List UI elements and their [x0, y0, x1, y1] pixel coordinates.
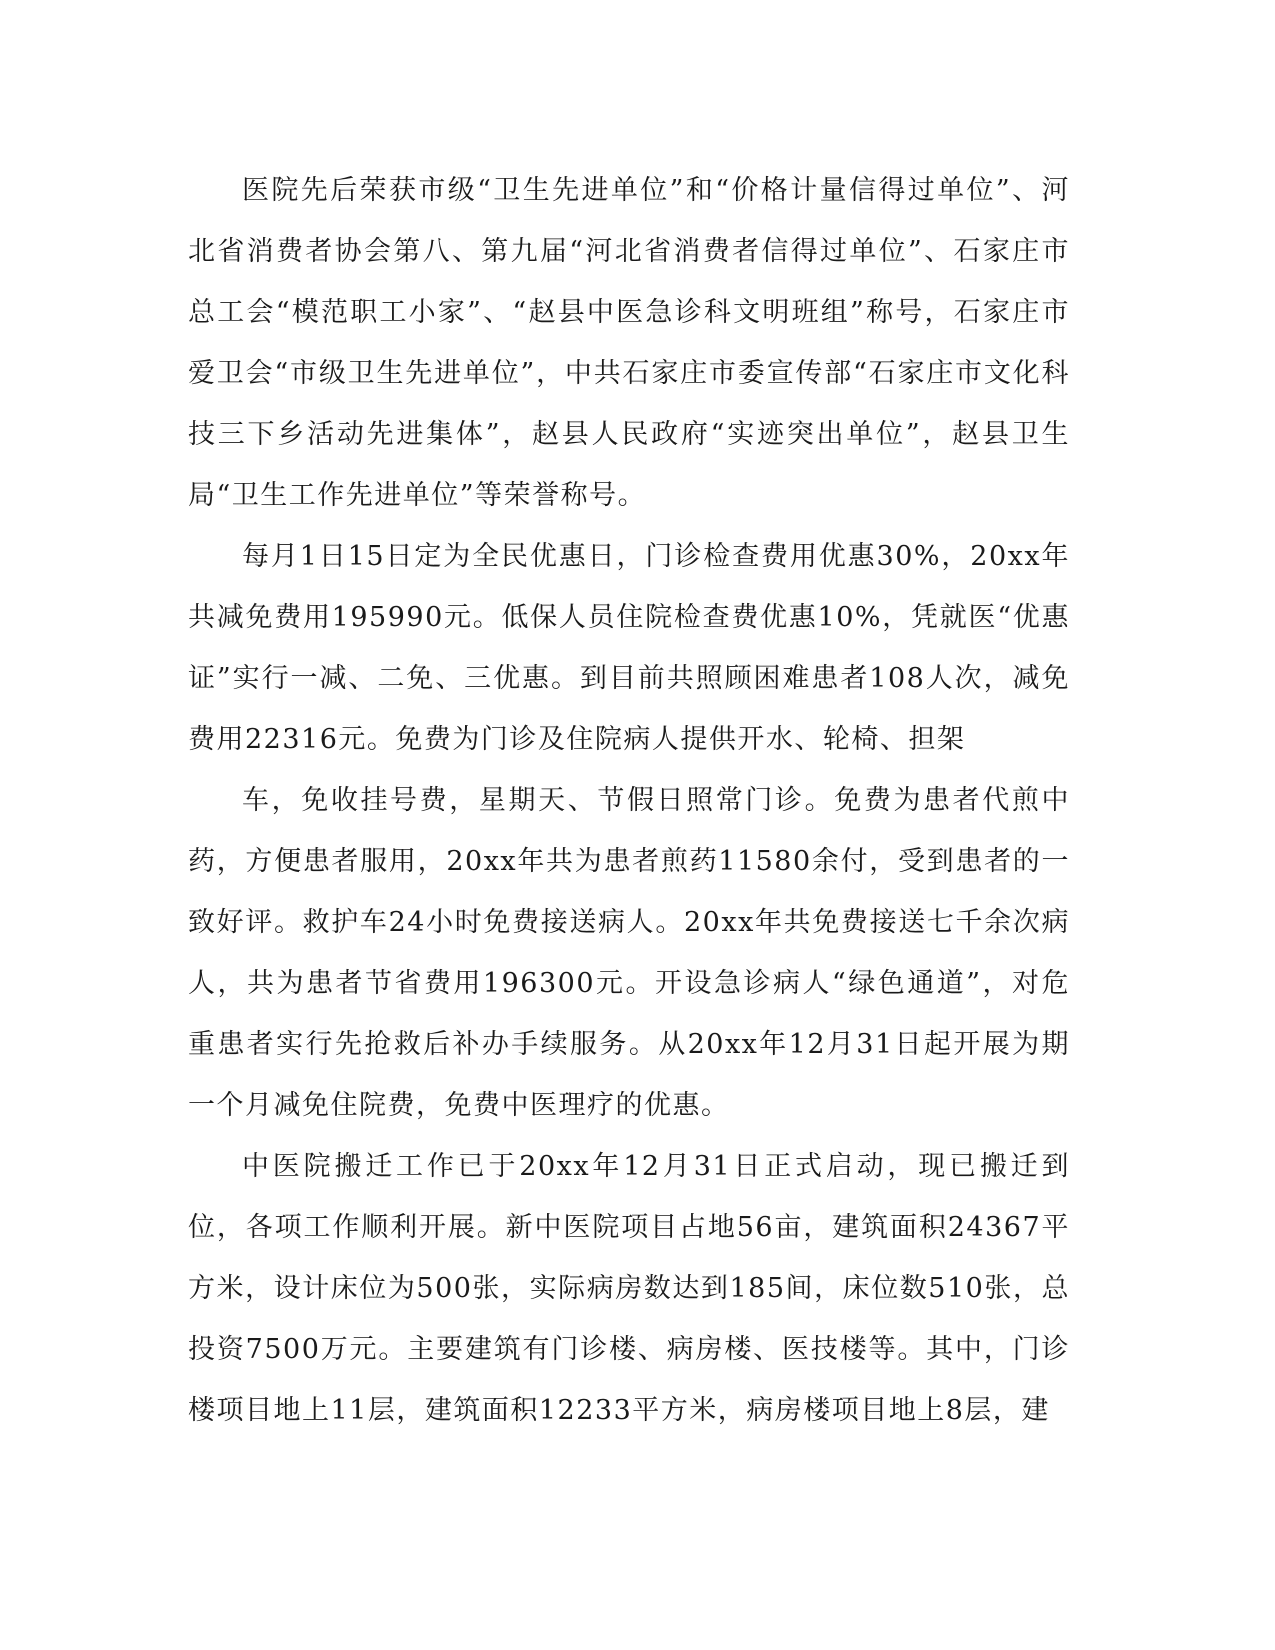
paragraph-discounts: 每月1日15日定为全民优惠日，门诊检查费用优惠30%，20xx年共减免费用195990元。低保人员住院检查费优惠10%，凭就医“优惠证”实行一减、二免、三优惠。到目前共照顾困难患者108人次，减免费用22316元。免费为门诊及住院病人提供开水、轮椅、担架: [188, 541, 1070, 755]
paragraph-honors: 医院先后荣获市级“卫生先进单位”和“价格计量信得过单位”、河北省消费者协会第八、第九届“河北省消费者信得过单位”、石家庄市总工会“模范职工小家”、“赵县中医急诊科文明班组”称号，石家庄市爱卫会“市级卫生先进单位”，中共石家庄市委宣传部“石家庄市文化科技三下乡活动先进集体”，赵县人民政府“实迹突出单位”，赵县卫生局“卫生工作先进单位”等荣誉称号。: [188, 175, 1070, 511]
document-body: [188, 160, 1070, 1441]
paragraph-relocation: 中医院搬迁工作已于20xx年12月31日正式启动，现已搬迁到位，各项工作顺利开展。新中医院项目占地56亩，建筑面积24367平方米，设计床位为500张，实际病房数达到185间，床位数510张，总投资7500万元。主要建筑有门诊楼、病房楼、医技楼等。其中，门诊楼项目地上11层，建筑面积12233平方米，病房楼项目地上8层，建: [188, 1151, 1070, 1426]
paragraph-free-services: 车，免收挂号费，星期天、节假日照常门诊。免费为患者代煎中药，方便患者服用，20xx年共为患者煎药11580余付，受到患者的一致好评。救护车24小时免费接送病人。20xx年共免费接送七千余次病人，共为患者节省费用196300元。开设急诊病人“绿色通道”，对危重患者实行先抢救后补办手续服务。从20xx年12月31日起开展为期一个月减免住院费，免费中医理疗的优惠。: [188, 785, 1070, 1121]
